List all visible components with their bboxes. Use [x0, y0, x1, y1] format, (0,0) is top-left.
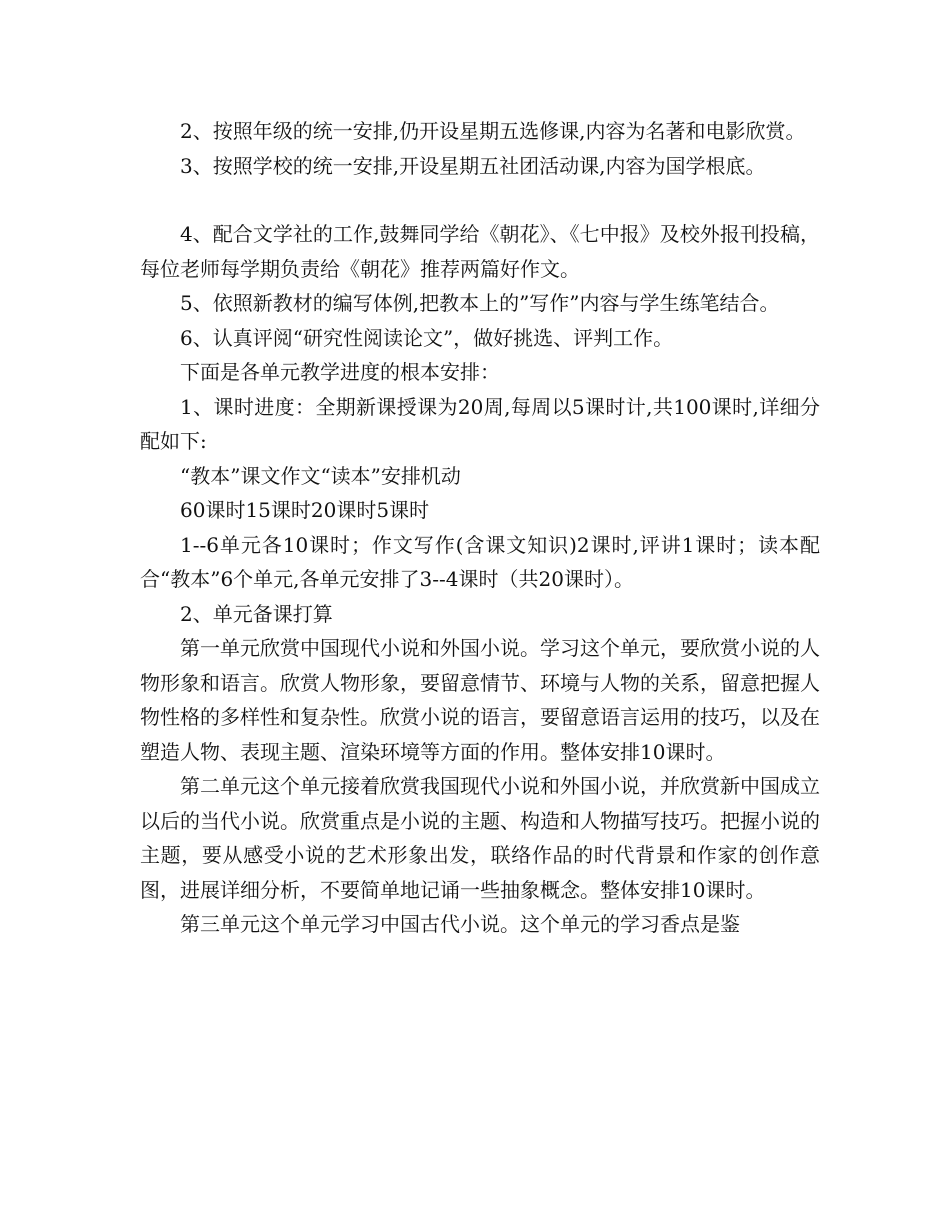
paragraph-item-4: 4、配合文学社的工作,鼓舞同学给《朝花》、《七中报》及校外报刊投稿，每位老师每学期负责给《朝花》推荐两篇好作文。 — [140, 222, 820, 281]
paragraph-allocation-headers: “教本”课文作文“读本”安排机动 — [180, 463, 461, 488]
paragraph-item-6: 6、认真评阅“研究性阅读论文”，做好挑选、评判工作。 — [180, 325, 674, 350]
paragraph-item-3: 3、按照学校的统一安排,开设星期五社团活动课,内容为国学根底。 — [180, 153, 766, 178]
paragraph-unit-one: 第一单元欣赏中国现代小说和外国小说。学习这个单元，要欣赏小说的人物形象和语言。欣赏人物形象，要留意情节、环境与人物的关系，留意把握人物性格的多样性和复杂性。欣赏小说的语言，要留意语言运用的技巧，以及在塑造人物、表现主题、渲染环境等方面的作用。整体安排10课时。 — [140, 636, 820, 764]
paragraph-unit-two: 第二单元这个单元接着欣赏我国现代小说和外国小说，并欣赏新中国成立以后的当代小说。欣赏重点是小说的主题、构造和人物描写技巧。把握小说的主题，要从感受小说的艺术形象出发，联络作品的时代背景和作家的创作意图，进展详细分析，不要简单地记诵一些抽象概念。整体安排10课时。 — [140, 774, 820, 902]
document-body — [140, 114, 820, 942]
paragraph-unit-three: 第三单元这个单元学习中国古代小说。这个单元的学习香点是鉴 — [180, 912, 740, 936]
paragraph-schedule: 1、课时进度：全期新课授课为20周,每周以5课时计,共100课时,详细分配如下: — [140, 394, 820, 453]
paragraph-allocation-details: 1--6单元各10课时；作文写作(含课文知识)2课时,评讲1课时；读本配合“教本”6个单元,各单元安排了3--4课时（共20课时）。 — [140, 532, 820, 591]
paragraph-unit-intro: 下面是各单元教学进度的根本安排： — [180, 360, 500, 384]
paragraph-item-5: 5、依照新教材的编写体例,把教本上的”写作”内容与学生练笔结合。 — [180, 291, 780, 315]
paragraph-unit-plan-title: 2、单元备课打算 — [180, 601, 333, 626]
paragraph-item-2: 2、按照年级的统一安排,仍开设星期五选修课,内容为名著和电影欣赏。 — [180, 119, 806, 143]
paragraph-allocation-values: 60课时15课时20课时5课时 — [180, 498, 430, 522]
